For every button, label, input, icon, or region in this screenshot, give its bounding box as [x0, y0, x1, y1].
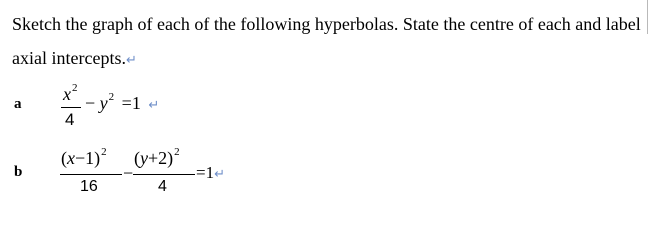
instruction-line-2-wrap [12, 48, 137, 71]
question-a-fraction-bar [61, 107, 81, 108]
question-b-label: b [14, 164, 23, 180]
question-b-fraction-2-denominator: 4 [158, 178, 167, 195]
question-b-fraction-1-bar [60, 174, 122, 175]
question-a-rest: − $y^2 =1$ ↵ [85, 91, 160, 113]
paragraph-mark-icon: ↵ [214, 167, 225, 182]
page-edge-line [647, 0, 649, 34]
question-b-fraction-2-bar [133, 174, 195, 175]
question-a-denominator: 4 [65, 110, 75, 129]
instruction-line-2: axial intercepts. [12, 48, 126, 68]
paragraph-mark-icon: ↵ [148, 98, 160, 113]
instruction-line-1: Sketch the graph of each of the following hyperbolas. State the centre of each and label [12, 14, 641, 34]
question-a-numerator: $x^2$ [63, 82, 78, 104]
question-b-fraction-1-numerator: $(x-1)^2$ [61, 146, 107, 168]
question-b-rhs: =1↵ [196, 163, 225, 182]
paragraph-mark-icon: ↵ [125, 53, 137, 68]
question-a-label: a [14, 96, 22, 112]
question-b-fraction-2-numerator: $(y+2)^2$ [134, 146, 180, 168]
question-b-minus: − [123, 163, 134, 183]
question-b-fraction-1-denominator: 16 [80, 178, 98, 195]
